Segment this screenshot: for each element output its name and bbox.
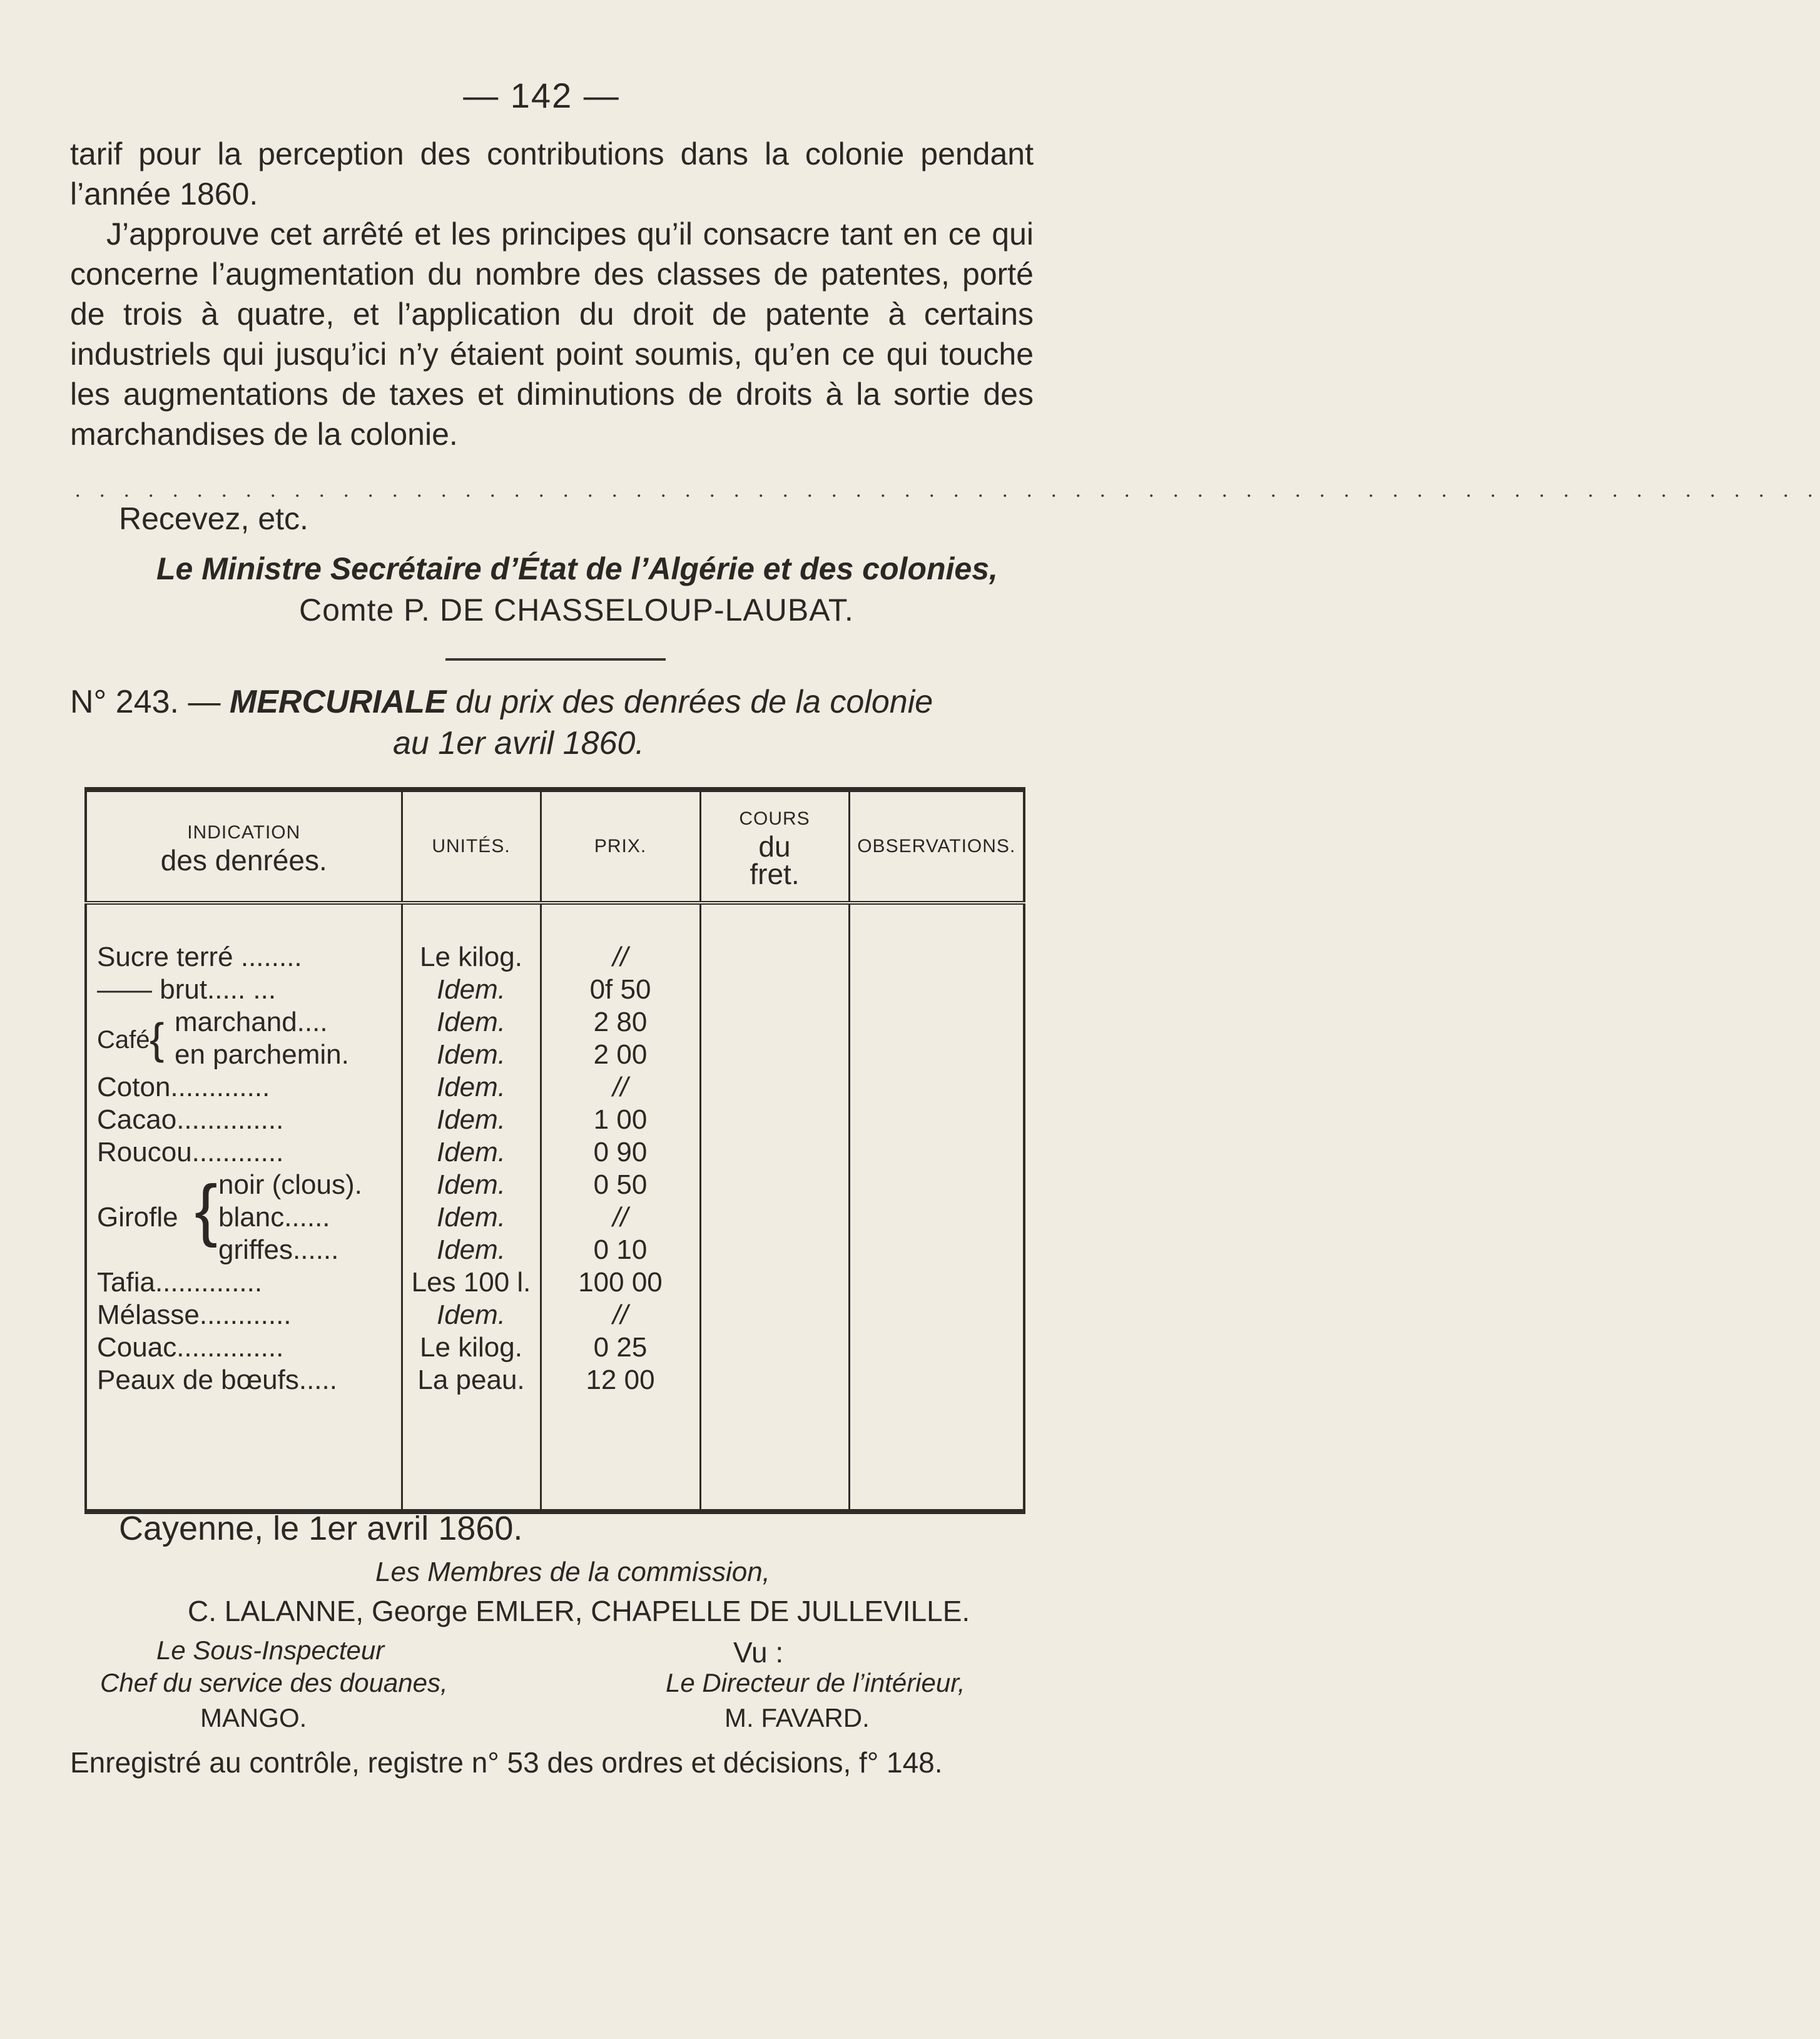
place-date: Cayenne, le 1er avril 1860.	[119, 1510, 523, 1547]
unit-cell: Idem.	[436, 1202, 506, 1233]
unit-cell: Idem.	[436, 1104, 506, 1135]
unit-cell: Idem.	[436, 1137, 506, 1167]
column-denrees	[86, 903, 402, 1512]
header-indication: INDICATION des denrées.	[86, 790, 402, 903]
commission-title: Les Membres de la commission,	[375, 1557, 770, 1587]
unit-cell: Idem.	[436, 1234, 506, 1265]
header-observations: OBSERVATIONS.	[849, 790, 1024, 903]
minister-name: Comte P. DE CHASSELOUP-LAUBAT.	[299, 592, 854, 628]
table-row: Sucre terré ........	[97, 942, 302, 972]
price-cell: 0f 50	[589, 974, 651, 1005]
right-signatory-name: M. FAVARD.	[724, 1703, 870, 1732]
table-row: blanc......	[218, 1202, 330, 1233]
girofle-label: Girofle	[97, 1202, 178, 1233]
heading-number: N° 243. —	[70, 684, 221, 720]
price-cell: 2 00	[593, 1039, 648, 1070]
header-prix: PRIX.	[541, 790, 700, 903]
cafe-brace: {	[150, 1014, 165, 1063]
left-signatory-role: Chef du service des douanes,	[100, 1668, 448, 1697]
unit-cell: Idem.	[436, 1039, 506, 1070]
left-signatory-title: Le Sous-Inspecteur	[156, 1635, 385, 1665]
price-cell: //	[613, 1299, 628, 1330]
girofle-brace: {	[195, 1171, 218, 1248]
table-row: —— brut..... ...	[97, 974, 277, 1005]
price-cell: //	[613, 1072, 628, 1102]
table-row: noir (clous).	[218, 1169, 362, 1200]
heading-rest: du prix des denrées de la colonie	[455, 684, 933, 720]
unit-cell: La peau.	[417, 1365, 525, 1395]
price-cell: //	[613, 942, 628, 972]
ellipsis-line: . . . . . . . . . . . . . . . . . . . . . . . . . . . . . . . . . . . . . . . . . . . . . . . . . . . . . . . . . . . . . . . . . . . . . . . .	[75, 479, 1820, 502]
table-row: Mélasse............	[97, 1299, 292, 1330]
unit-cell: Idem.	[436, 1007, 506, 1037]
cafe-label: Café	[97, 1026, 150, 1054]
unit-cell: Les 100 l.	[411, 1267, 531, 1298]
header-cours: COURS du fret.	[700, 790, 849, 903]
page-number: — 142 —	[463, 76, 620, 115]
column-observations	[849, 903, 1024, 1512]
table-row: en parchemin.	[175, 1039, 349, 1070]
column-cours-fret	[700, 903, 849, 1512]
price-cell: //	[613, 1202, 628, 1233]
heading-title: MERCURIALE	[229, 684, 447, 720]
right-signatory-role: Le Directeur de l’intérieur,	[666, 1668, 965, 1697]
commission-names: C. LALANNE, George EMLER, CHAPELLE DE JULLEVILLE.	[188, 1595, 970, 1627]
column-unites	[402, 903, 541, 1512]
price-cell: 0 10	[593, 1234, 648, 1265]
table-row: Couac..............	[97, 1332, 284, 1363]
price-cell: 0 25	[593, 1332, 648, 1363]
separator-rule	[445, 658, 666, 661]
table-row: griffes......	[218, 1234, 339, 1265]
column-prix	[541, 903, 700, 1512]
closing-formula: Recevez, etc.	[119, 501, 308, 536]
paragraph-1: tarif pour la perception des contributions dans la colonie pendant l’année 1860.	[70, 136, 1034, 211]
left-signatory-name: MANGO.	[200, 1703, 307, 1732]
table-row: marchand....	[175, 1007, 328, 1037]
unit-cell: Le kilog.	[420, 942, 522, 972]
header-unites: UNITÉS.	[402, 790, 541, 903]
table-row: Roucou............	[97, 1137, 284, 1167]
minister-title: Le Ministre Secrétaire d’État de l’Algérie et des colonies,	[156, 551, 998, 586]
price-cell: 2 80	[593, 1007, 648, 1037]
table-row: Peaux de bœufs.....	[97, 1365, 337, 1395]
price-cell: 100 00	[578, 1267, 663, 1298]
right-signatory-vu: Vu :	[733, 1636, 784, 1669]
table-row: Coton.............	[97, 1072, 270, 1102]
decision-heading	[70, 683, 933, 721]
unit-cell: Le kilog.	[420, 1332, 522, 1363]
body-text	[70, 134, 1034, 454]
unit-cell: Idem.	[436, 1169, 506, 1200]
table-row: Tafia..............	[97, 1267, 263, 1298]
price-cell: 0 90	[593, 1137, 648, 1167]
heading-date: au 1er avril 1860.	[393, 725, 644, 761]
unit-cell: Idem.	[436, 974, 506, 1005]
unit-cell: Idem.	[436, 1072, 506, 1102]
price-cell: 0 50	[593, 1169, 648, 1200]
price-cell: 12 00	[586, 1365, 655, 1395]
unit-cell: Idem.	[436, 1299, 506, 1330]
paragraph-2: J’approuve cet arrêté et les principes qu’il consacre tant en ce qui concerne l’augmentation du nombre des classes de patentes, porté de trois à quatre, et l’application du droit de patente à certains industriels qui jusqu’ici n’y étaient point soumis, qu’en ce qui touche les augmentations de taxes et diminutions de droits à la sortie des marchandises de la colonie.	[70, 216, 1034, 452]
price-cell: 1 00	[593, 1104, 648, 1135]
table-row: Cacao..............	[97, 1104, 284, 1135]
registration-note: Enregistré au contrôle, registre n° 53 des ordres et décisions, f° 148.	[70, 1746, 943, 1779]
mercuriale-table	[84, 787, 1025, 1514]
